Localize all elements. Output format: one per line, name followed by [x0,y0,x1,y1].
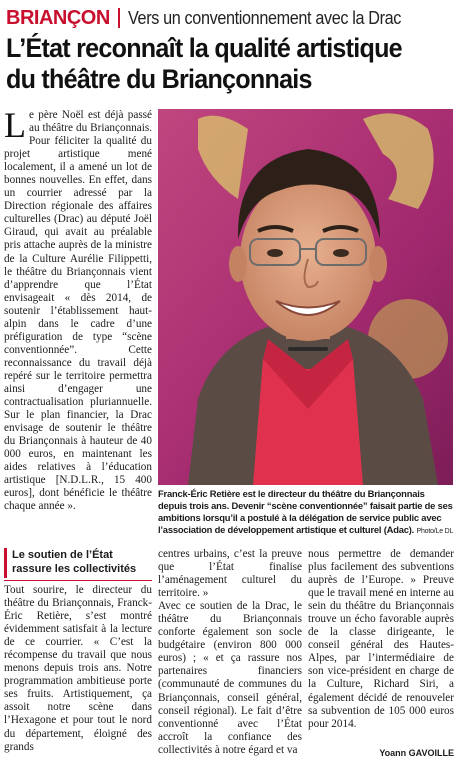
kicker-text: Vers un conventionnement avec la Drac [127,7,401,28]
headline-line-2: du théâtre du Briançonnais [6,64,312,94]
body-column-1 [4,584,152,754]
lead-paragraph [4,105,152,513]
body-column-3 [308,548,454,731]
author-byline: Yoann GAVOILLE [379,748,454,758]
caption-text: Franck-Éric Retière est le directeur du théâtre du Briançonnais depuis trois ans. Devenir “scène conventionnée” faisait partie de ses ambitions lorsqu’il a postulé à la délégation de service public avec l’association de développement artistique et culturel (Adac). [158,488,453,535]
kicker-divider [118,8,120,28]
photo-caption [158,488,454,538]
body-column-3-text: nous permettre de demander plus facilement des subventions auprès de l’Europe. » Preuve que le travail mené en interne au sein du théâtre du Briançonnais trouve un écho favorable auprès de la classe dirigeante, le conseil général des Hautes-Alpes, par l’intermédiaire de son vice-président en charge de la Culture, Richard Siri, a également décidé de renouveler sa subvention de 105 000 euros pour 2014. [308,548,454,730]
subheading [4,548,152,578]
body-column-2-text: centres urbains, c’est la preuve que l’État finalise l’aménagement culturel du territoire. » Avec ce soutien de la Drac, le théâtre du Briançonnais conforte également son socle budgétaire (environ 800 000 euros) ; « et ça rassure nos partenaires financiers (communauté de communes du Briançonnais, conseil général, conseil régional). Le fait d’être conventionné avec l’État accroît la confiance des collectivités à notre égard et va [158,548,302,756]
subheading-line-2: rassure les collectivités [12,563,137,575]
portrait-photo [158,109,453,485]
body-column-2 [158,548,302,757]
portrait-illustration [158,109,453,485]
lead-text: e père Noël est déjà passé au théâtre du Briançonnais. Pour féliciter la qualité du projet artistique mené localement, il a amené un lot de bonnes nouvelles. En effet, dans un courrier adressé par la Direction régionale des affaires culturelles (Drac) au député Joël Giraud, qui avait au préalable pris attache auprès de la ministre de la Culture Aurélie Filippetti, le théâtre du Briançonnais vient d’apprendre que l’État envisageait « dès 2014, de soutenir l’établissement haut-alpin dans le cadre d’une préfiguration de type “scène conventionnée”. Cette reconnaissance du travail déjà repéré sur le territoire permettra ainsi d’engager une contractualisation pluriannuelle. Sur le plan financier, la Drac envisage de soutenir le théâtre du Briançonnais à hauteur de 40 000 euros, en maintenant les aides relatives à l’éducation artistique [N.D.L.R., 15 400 euros], dont bénéficie le théâtre chaque année ». [4,109,152,513]
headline-line-1: L’État reconnaît la qualité artistique [6,33,402,63]
photo-credit: Photo/Le DL [416,528,454,535]
subheading-line-1: Le soutien de l’État [12,549,113,561]
headline [6,33,456,95]
section-label: BRIANÇON [6,6,110,29]
subheading-rule [4,580,152,581]
drop-cap: L [4,105,26,145]
kicker-bar [6,5,431,31]
body-column-1-text: Tout sourire, le directeur du théâtre du Briançonnais, Franck-Éric Retière, s’est montré évidemment satisfait à la lecture de ce courrier. « C’est la récompense du travail que nous menons depuis trois ans. Notre programmation ambitieuse porte ses fruits. Artistiquement, ça assoit notre scène dans l’Hexagone et pour tout le nord du département, éloigné des grands [4,584,152,753]
